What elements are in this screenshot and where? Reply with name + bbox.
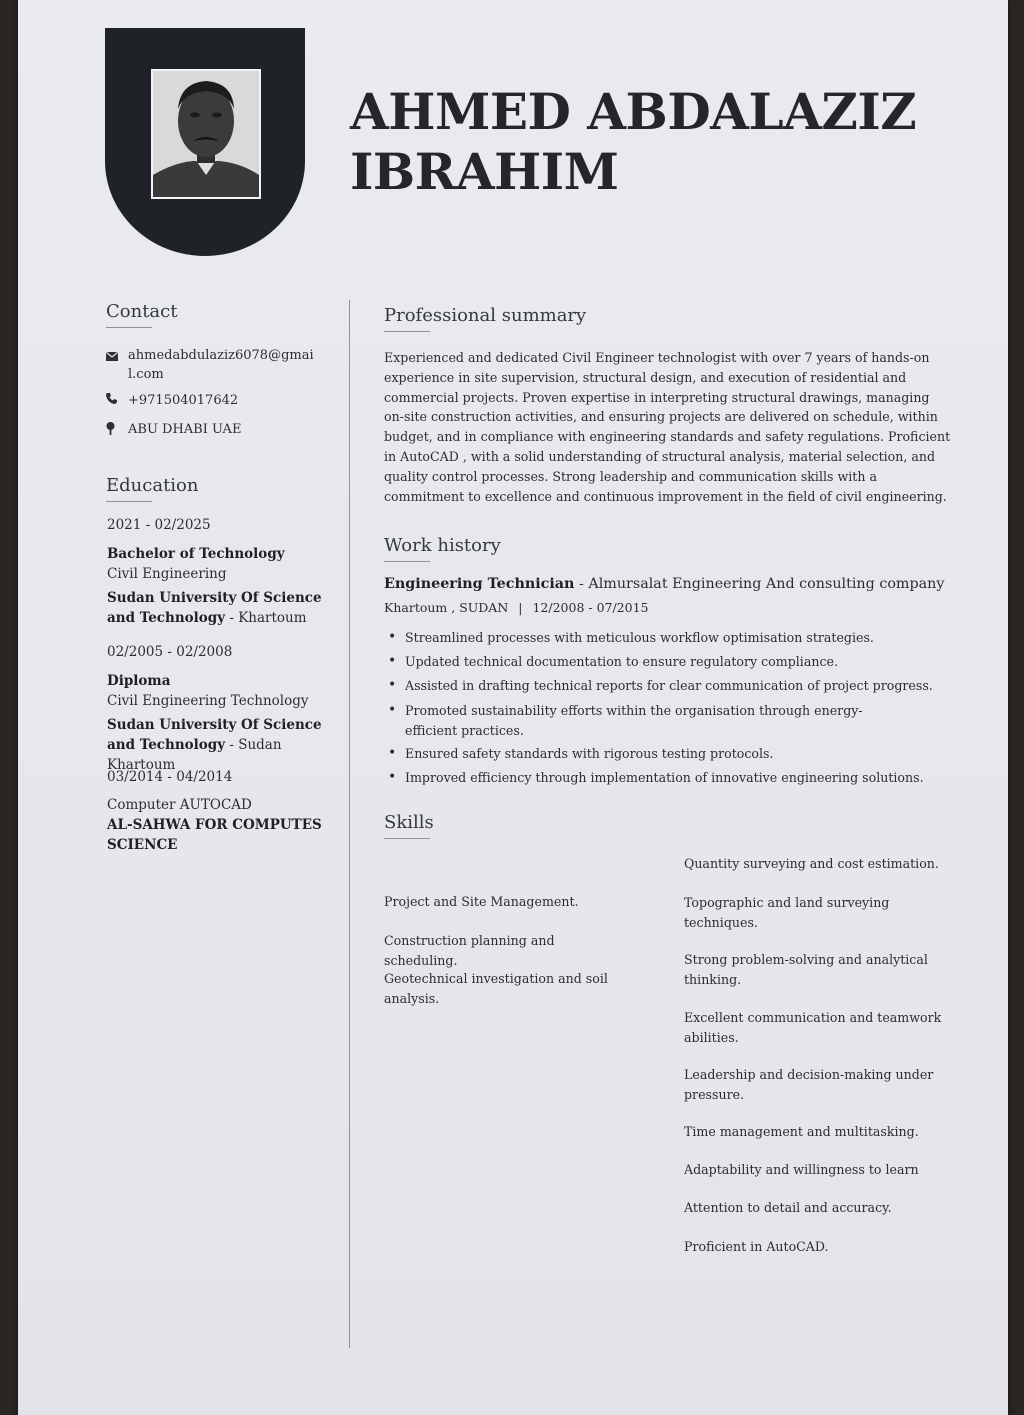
- phone-icon: [106, 393, 128, 404]
- summary-heading: [384, 305, 586, 332]
- education-field: Civil Engineering Technology: [107, 693, 309, 709]
- work-bullet: • Improved efficiency through implementation of innovative engineering solutions.: [388, 768, 945, 788]
- education-dates: 03/2014 - 04/2014: [107, 769, 233, 785]
- work-bullet: • Assisted in drafting technical reports for clear communication of project progress.: [388, 676, 945, 696]
- contact-heading: [106, 301, 177, 328]
- work-bullet: • Ensured safety standards with rigorous testing protocols.: [388, 744, 945, 764]
- contact-phone-row[interactable]: [106, 393, 238, 408]
- candidate-name: [350, 82, 970, 202]
- heading-underline: [106, 327, 152, 328]
- skill-item: Time management and multitasking.: [684, 1124, 919, 1139]
- candidate-name-line1: AHMED ABDALAZIZ: [350, 82, 917, 141]
- education-field: Civil Engineering: [107, 566, 227, 582]
- education-item-2: [107, 642, 337, 775]
- education-school-location: - Khartoum: [225, 610, 307, 626]
- education-degree: Diploma: [107, 673, 171, 689]
- contact-email-line2: l.com: [128, 367, 164, 382]
- skill-item: Project and Site Management.: [384, 894, 579, 909]
- work-heading-text: Work history: [384, 535, 501, 556]
- skill-item: Quantity surveying and cost estimation.: [684, 856, 939, 871]
- education-school: Sudan University Of Science and Technology: [107, 717, 322, 753]
- skill-item: Geotechnical investigation and soil analysis.: [384, 971, 608, 1006]
- education-item-1: [107, 515, 337, 628]
- education-school-location: - Sudan Khartoum: [107, 737, 282, 773]
- column-divider: [349, 300, 350, 1348]
- education-school: Sudan University Of Science and Technology: [107, 590, 322, 626]
- education-heading: [106, 475, 199, 502]
- work-bullet: • Promoted sustainability efforts within the organisation through energy-efficient practices.: [388, 701, 910, 740]
- work-bullet: • Updated technical documentation to ensure regulatory compliance.: [388, 652, 945, 672]
- envelope-icon: [106, 346, 128, 361]
- contact-heading-text: Contact: [106, 301, 178, 322]
- contact-email-row[interactable]: [106, 346, 318, 384]
- contact-location-row: [106, 422, 241, 437]
- heading-underline: [384, 561, 430, 562]
- job-dates: 12/2008 - 07/2015: [532, 600, 649, 615]
- heading-underline: [384, 838, 430, 839]
- education-heading-text: Education: [106, 475, 199, 496]
- skills-heading: [384, 812, 434, 839]
- contact-email-line1: ahmedabdulaziz6078@gmai: [128, 348, 314, 363]
- skill-item: Excellent communication and teamwork abilities.: [684, 1010, 942, 1045]
- skills-heading-text: Skills: [384, 812, 434, 833]
- contact-location: ABU DHABI UAE: [128, 422, 242, 437]
- skill-item: Leadership and decision-making under pressure.: [684, 1067, 934, 1102]
- job-company: - Almursalat Engineering And consulting company: [574, 576, 945, 592]
- contact-phone: +971504017642: [128, 393, 239, 408]
- summary-text: Experienced and dedicated Civil Engineer technologist with over 7 years of hands-on experience in site supervision, structural design, and execution of residential and commercial projects. Proven expertise in interpreting structural drawings, managing on-site construction activities, and ensuring projects are delivered on schedule, within budget, and in compliance with engineering standards and safety regulations. Proficient in AutoCAD , with a solid understanding of structural analysis, material selection, and quality control processes. Strong leadership and communication skills with a commitment to excellence and continuous improvement in the field of civil engineering.: [384, 350, 951, 504]
- resume-page: [18, 0, 1008, 1415]
- education-dates: 02/2005 - 02/2008: [107, 644, 233, 660]
- profile-photo: [151, 69, 261, 199]
- education-item-3: [107, 767, 337, 855]
- skill-item: Strong problem-solving and analytical thinking.: [684, 952, 928, 987]
- job-title: Engineering Technician: [384, 576, 575, 592]
- candidate-name-line2: IBRAHIM: [350, 142, 619, 201]
- education-degree: Bachelor of Technology: [107, 546, 285, 562]
- education-school: AL-SAHWA FOR COMPUTES SCIENCE: [107, 817, 322, 853]
- education-course: Computer AUTOCAD: [107, 797, 252, 813]
- summary-heading-text: Professional summary: [384, 305, 587, 326]
- work-bullet: • Streamlined processes with meticulous workflow optimisation strategies.: [388, 628, 945, 648]
- job-title-line: [384, 576, 964, 592]
- job-meta: [384, 600, 649, 615]
- skill-item: Proficient in AutoCAD.: [684, 1239, 829, 1254]
- job-separator: |: [518, 600, 523, 615]
- skill-item: Attention to detail and accuracy.: [684, 1200, 892, 1215]
- skill-item: Topographic and land surveying techniques.: [684, 895, 890, 930]
- education-dates: 2021 - 02/2025: [107, 517, 211, 533]
- job-location: Khartoum , SUDAN: [384, 600, 509, 615]
- skill-item: Adaptability and willingness to learn: [684, 1162, 919, 1177]
- heading-underline: [384, 331, 430, 332]
- heading-underline: [106, 501, 152, 502]
- skill-item: Construction planning and scheduling.: [384, 933, 555, 968]
- map-pin-icon: [106, 422, 128, 435]
- work-heading: [384, 535, 501, 562]
